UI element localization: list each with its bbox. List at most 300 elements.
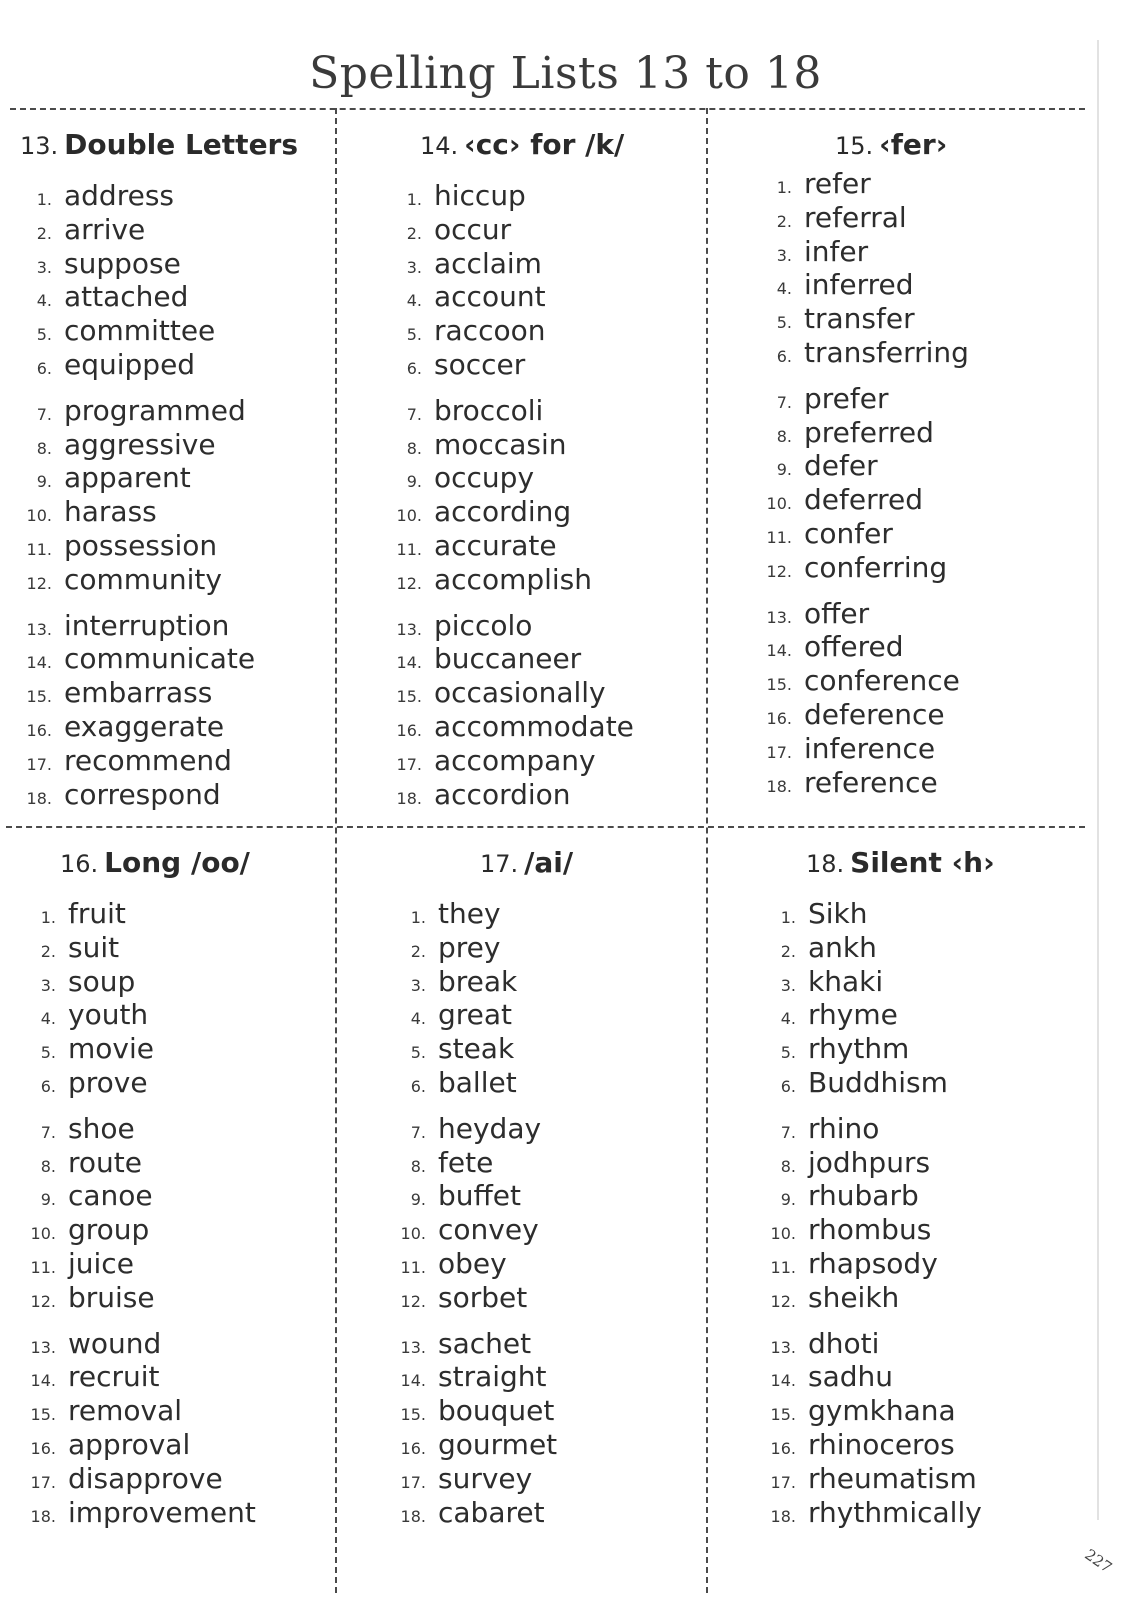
word-text: prefer [804, 381, 889, 415]
word-number: 17. [30, 1472, 56, 1492]
word-item [764, 965, 1124, 999]
word-item [394, 1066, 754, 1100]
word-text: sadhu [808, 1360, 894, 1394]
word-text: buccaneer [434, 642, 582, 676]
word-item [390, 461, 750, 495]
word-text: broccoli [434, 393, 544, 427]
word-text: attached [64, 280, 189, 314]
word-item [394, 965, 754, 999]
word-item [24, 1281, 384, 1315]
word-item [760, 664, 1120, 698]
word-text: accompany [434, 743, 596, 777]
word-text: apparent [64, 461, 191, 495]
word-text: occur [434, 212, 512, 246]
word-text: prey [438, 930, 501, 964]
list-number: 13. [20, 132, 59, 160]
word-item [394, 1032, 754, 1066]
word-item [20, 394, 380, 428]
word-item [24, 1112, 384, 1146]
spelling-list-17 [394, 846, 754, 1529]
word-item [394, 1146, 754, 1180]
word-number: 12. [30, 1291, 56, 1311]
word-number: 2. [40, 941, 56, 961]
word-item [760, 517, 1120, 551]
word-number: 10. [30, 1224, 56, 1244]
word-text: convey [438, 1213, 539, 1247]
word-number: 7. [780, 1122, 796, 1142]
list-title [390, 128, 750, 161]
word-item [24, 897, 384, 931]
word-text: rhapsody [808, 1246, 938, 1280]
word-number: 16. [400, 1438, 426, 1458]
word-text: conference [804, 664, 960, 698]
word-item [390, 778, 750, 812]
word-item [764, 1327, 1124, 1361]
word-text: ankh [808, 930, 877, 964]
word-item [764, 1360, 1124, 1394]
word-text: reference [804, 765, 938, 799]
word-number: 3. [780, 975, 796, 995]
word-text: shoe [68, 1111, 135, 1145]
word-item [760, 698, 1120, 732]
word-item [390, 179, 750, 213]
word-number: 15. [770, 1405, 796, 1425]
word-text: preferred [804, 415, 934, 449]
word-number: 4. [780, 1009, 796, 1029]
word-item [394, 1281, 754, 1315]
word-item [394, 998, 754, 1032]
word-text: communicate [64, 642, 256, 676]
word-text: account [434, 280, 546, 314]
word-number: 13. [400, 1337, 426, 1357]
word-number: 2. [406, 223, 422, 243]
word-text: rhyme [808, 998, 898, 1032]
word-number: 6. [36, 358, 52, 378]
word-item [760, 766, 1120, 800]
word-item [390, 394, 750, 428]
word-text: recruit [68, 1360, 160, 1394]
word-item [390, 609, 750, 643]
word-item [20, 563, 380, 597]
word-number: 2. [410, 941, 426, 961]
word-item [760, 449, 1120, 483]
list-title [20, 128, 380, 161]
word-item [760, 416, 1120, 450]
word-item [20, 280, 380, 314]
word-item [24, 1146, 384, 1180]
word-item [24, 965, 384, 999]
word-item [764, 1146, 1124, 1180]
word-text: disapprove [68, 1461, 223, 1495]
word-item [764, 1213, 1124, 1247]
word-number: 15. [26, 687, 52, 707]
word-item [394, 1213, 754, 1247]
word-text: route [68, 1145, 142, 1179]
word-item [24, 998, 384, 1032]
word-number: 5. [780, 1043, 796, 1063]
word-text: ballet [438, 1065, 517, 1099]
word-number: 11. [30, 1257, 56, 1277]
word-text: gymkhana [808, 1394, 956, 1428]
word-item [24, 1394, 384, 1428]
word-text: correspond [64, 777, 221, 811]
word-text: sheikh [808, 1280, 900, 1314]
word-text: conferring [804, 550, 948, 584]
word-text: interruption [64, 608, 230, 642]
word-text: accommodate [434, 709, 634, 743]
word-number: 17. [396, 754, 422, 774]
word-number: 11. [770, 1257, 796, 1277]
word-number: 5. [776, 313, 792, 333]
word-number: 6. [776, 346, 792, 366]
word-number: 4. [776, 279, 792, 299]
word-text: removal [68, 1394, 183, 1428]
word-text: occupy [434, 461, 535, 495]
word-number: 18. [396, 788, 422, 808]
word-number: 8. [406, 438, 422, 458]
list-number: 17. [480, 850, 519, 878]
word-text: occasionally [434, 676, 606, 710]
spelling-list-15 [760, 128, 1120, 799]
word-number: 15. [400, 1405, 426, 1425]
word-number: 16. [770, 1438, 796, 1458]
word-list [20, 179, 380, 811]
word-item [764, 1066, 1124, 1100]
word-number: 12. [26, 573, 52, 593]
word-item [760, 201, 1120, 235]
word-text: obey [438, 1246, 507, 1280]
word-number: 11. [26, 539, 52, 559]
word-number: 10. [770, 1224, 796, 1244]
word-text: straight [438, 1360, 547, 1394]
word-text: suppose [64, 246, 181, 280]
word-text: offered [804, 630, 904, 664]
middle-divider [6, 826, 1085, 828]
word-item [764, 1394, 1124, 1428]
word-item [764, 1179, 1124, 1213]
word-number: 17. [770, 1472, 796, 1492]
word-text: referral [804, 200, 907, 234]
word-item [20, 778, 380, 812]
word-item [20, 461, 380, 495]
word-text: inferred [804, 268, 914, 302]
word-text: soup [68, 964, 136, 998]
word-item [24, 1327, 384, 1361]
word-item [394, 1496, 754, 1530]
word-item [24, 1179, 384, 1213]
list-title [394, 846, 754, 879]
word-number: 10. [26, 506, 52, 526]
word-text: fruit [68, 897, 126, 930]
word-item [20, 642, 380, 676]
spelling-list-14 [390, 128, 750, 811]
word-item [764, 1496, 1124, 1530]
word-text: recommend [64, 743, 232, 777]
word-number: 8. [780, 1156, 796, 1176]
list-title [764, 846, 1124, 879]
word-text: accurate [434, 528, 557, 562]
word-number: 13. [766, 607, 792, 627]
word-item [760, 630, 1120, 664]
word-number: 15. [396, 687, 422, 707]
word-text: rhythm [808, 1032, 910, 1066]
word-item [760, 483, 1120, 517]
word-number: 12. [396, 573, 422, 593]
word-item [20, 676, 380, 710]
word-text: hiccup [434, 179, 526, 212]
word-item [390, 529, 750, 563]
word-number: 14. [396, 653, 422, 673]
word-number: 10. [400, 1224, 426, 1244]
word-text: youth [68, 998, 149, 1032]
list-name: /ai/ [524, 846, 574, 879]
word-text: rhinoceros [808, 1427, 955, 1461]
word-text: equipped [64, 347, 196, 381]
word-text: rhino [808, 1111, 880, 1145]
word-number: 1. [776, 178, 792, 197]
word-item [20, 348, 380, 382]
word-text: acclaim [434, 246, 542, 280]
word-item [760, 235, 1120, 269]
word-item [760, 268, 1120, 302]
list-number: 14. [420, 132, 459, 160]
word-number: 18. [30, 1506, 56, 1526]
word-text: rhythmically [808, 1495, 982, 1529]
word-text: they [438, 897, 501, 930]
word-item [20, 495, 380, 529]
word-list [390, 179, 750, 811]
word-number: 1. [36, 190, 52, 209]
word-text: bouquet [438, 1394, 555, 1428]
word-item [764, 931, 1124, 965]
word-text: fete [438, 1145, 494, 1179]
list-title [760, 128, 1120, 161]
word-number: 7. [776, 392, 792, 412]
word-text: harass [64, 495, 157, 529]
word-number: 14. [26, 653, 52, 673]
word-item [24, 1213, 384, 1247]
word-number: 1. [40, 908, 56, 927]
word-text: inference [804, 731, 936, 765]
word-text: refer [804, 167, 871, 200]
word-item [390, 744, 750, 778]
word-number: 18. [770, 1506, 796, 1526]
word-number: 11. [766, 527, 792, 547]
word-number: 10. [766, 494, 792, 514]
word-item [764, 1247, 1124, 1281]
word-text: community [64, 562, 222, 596]
word-number: 4. [406, 291, 422, 311]
word-list [764, 897, 1124, 1529]
word-text: sorbet [438, 1280, 528, 1314]
word-text: jodhpurs [808, 1145, 931, 1179]
word-text: piccolo [434, 608, 533, 642]
word-list [394, 897, 754, 1529]
word-text: infer [804, 234, 869, 268]
word-item [394, 1179, 754, 1213]
word-text: canoe [68, 1179, 153, 1213]
word-text: Sikh [808, 897, 868, 930]
word-number: 1. [406, 190, 422, 209]
word-item [20, 179, 380, 213]
word-number: 18. [766, 776, 792, 796]
word-text: accordion [434, 777, 571, 811]
word-text: exaggerate [64, 709, 225, 743]
word-number: 14. [30, 1371, 56, 1391]
word-number: 13. [770, 1337, 796, 1357]
word-number: 16. [396, 720, 422, 740]
word-number: 12. [770, 1291, 796, 1311]
word-number: 15. [30, 1405, 56, 1425]
word-item [390, 213, 750, 247]
word-number: 16. [766, 708, 792, 728]
word-item [760, 597, 1120, 631]
word-text: possession [64, 528, 218, 562]
word-number: 17. [26, 754, 52, 774]
word-number: 14. [770, 1371, 796, 1391]
word-text: soccer [434, 347, 526, 381]
word-text: gourmet [438, 1427, 558, 1461]
word-number: 5. [40, 1043, 56, 1063]
word-item [760, 732, 1120, 766]
word-number: 14. [766, 641, 792, 661]
word-text: improvement [68, 1495, 256, 1529]
word-text: heyday [438, 1111, 542, 1145]
word-item [24, 1032, 384, 1066]
word-number: 9. [410, 1190, 426, 1210]
word-item [764, 897, 1124, 931]
word-number: 1. [780, 908, 796, 927]
word-item [24, 1247, 384, 1281]
word-number: 5. [406, 325, 422, 345]
word-text: committee [64, 314, 216, 348]
list-title [24, 846, 384, 879]
word-item [20, 744, 380, 778]
word-item [390, 563, 750, 597]
word-number: 11. [396, 539, 422, 559]
word-number: 18. [26, 788, 52, 808]
word-text: dhoti [808, 1326, 880, 1360]
list-number: 18. [806, 850, 845, 878]
word-text: deferred [804, 483, 923, 517]
word-text: great [438, 998, 513, 1032]
word-number: 7. [410, 1122, 426, 1142]
word-number: 9. [776, 460, 792, 480]
page-number: 227 [1081, 1545, 1116, 1577]
word-item [24, 1496, 384, 1530]
word-text: offer [804, 596, 870, 630]
word-text: buffet [438, 1179, 522, 1213]
list-name: Silent ‹h› [850, 846, 995, 879]
spelling-list-16 [24, 846, 384, 1529]
spelling-list-13 [20, 128, 380, 811]
word-number: 11. [400, 1257, 426, 1277]
word-number: 5. [410, 1043, 426, 1063]
word-item [394, 897, 754, 931]
word-number: 13. [396, 619, 422, 639]
word-text: khaki [808, 964, 884, 998]
word-number: 2. [776, 211, 792, 231]
word-text: suit [68, 930, 120, 964]
word-item [394, 931, 754, 965]
word-number: 4. [410, 1009, 426, 1029]
word-item [760, 167, 1120, 201]
word-text: prove [68, 1065, 148, 1099]
word-item [394, 1247, 754, 1281]
word-number: 7. [406, 404, 422, 424]
word-number: 6. [406, 358, 422, 378]
word-number: 12. [400, 1291, 426, 1311]
word-item [20, 314, 380, 348]
word-number: 9. [780, 1190, 796, 1210]
word-item [394, 1112, 754, 1146]
list-number: 16. [60, 850, 99, 878]
word-item [394, 1360, 754, 1394]
word-text: arrive [64, 212, 146, 246]
word-item [764, 1462, 1124, 1496]
word-number: 14. [400, 1371, 426, 1391]
word-item [764, 1428, 1124, 1462]
word-item [20, 213, 380, 247]
word-item [24, 1360, 384, 1394]
word-text: accomplish [434, 562, 593, 596]
word-item [394, 1327, 754, 1361]
word-number: 8. [410, 1156, 426, 1176]
word-item [764, 998, 1124, 1032]
word-text: rheumatism [808, 1461, 977, 1495]
word-number: 9. [36, 472, 52, 492]
word-item [760, 302, 1120, 336]
word-text: programmed [64, 393, 246, 427]
word-number: 13. [26, 619, 52, 639]
word-number: 6. [780, 1076, 796, 1096]
word-number: 2. [36, 223, 52, 243]
word-number: 9. [40, 1190, 56, 1210]
word-item [760, 336, 1120, 370]
word-number: 3. [36, 257, 52, 277]
word-item [20, 609, 380, 643]
word-item [390, 247, 750, 281]
word-number: 4. [40, 1009, 56, 1029]
word-item [390, 495, 750, 529]
word-text: survey [438, 1461, 533, 1495]
word-item [24, 1066, 384, 1100]
word-text: steak [438, 1032, 515, 1066]
word-number: 7. [36, 404, 52, 424]
word-text: transfer [804, 302, 915, 336]
word-text: approval [68, 1427, 191, 1461]
list-name: ‹fer› [879, 128, 948, 161]
word-text: group [68, 1213, 150, 1247]
word-text: break [438, 964, 518, 998]
word-item [394, 1462, 754, 1496]
word-text: aggressive [64, 427, 216, 461]
word-number: 8. [36, 438, 52, 458]
word-item [390, 428, 750, 462]
word-item [390, 314, 750, 348]
word-text: address [64, 179, 175, 212]
word-item [764, 1281, 1124, 1315]
word-text: Buddhism [808, 1065, 948, 1099]
word-number: 6. [410, 1076, 426, 1096]
word-number: 3. [40, 975, 56, 995]
list-name: Long /oo/ [104, 846, 250, 879]
word-text: confer [804, 516, 893, 550]
word-item [764, 1112, 1124, 1146]
page-title: Spelling Lists 13 to 18 [309, 48, 822, 99]
word-text: cabaret [438, 1495, 545, 1529]
word-number: 4. [36, 291, 52, 311]
